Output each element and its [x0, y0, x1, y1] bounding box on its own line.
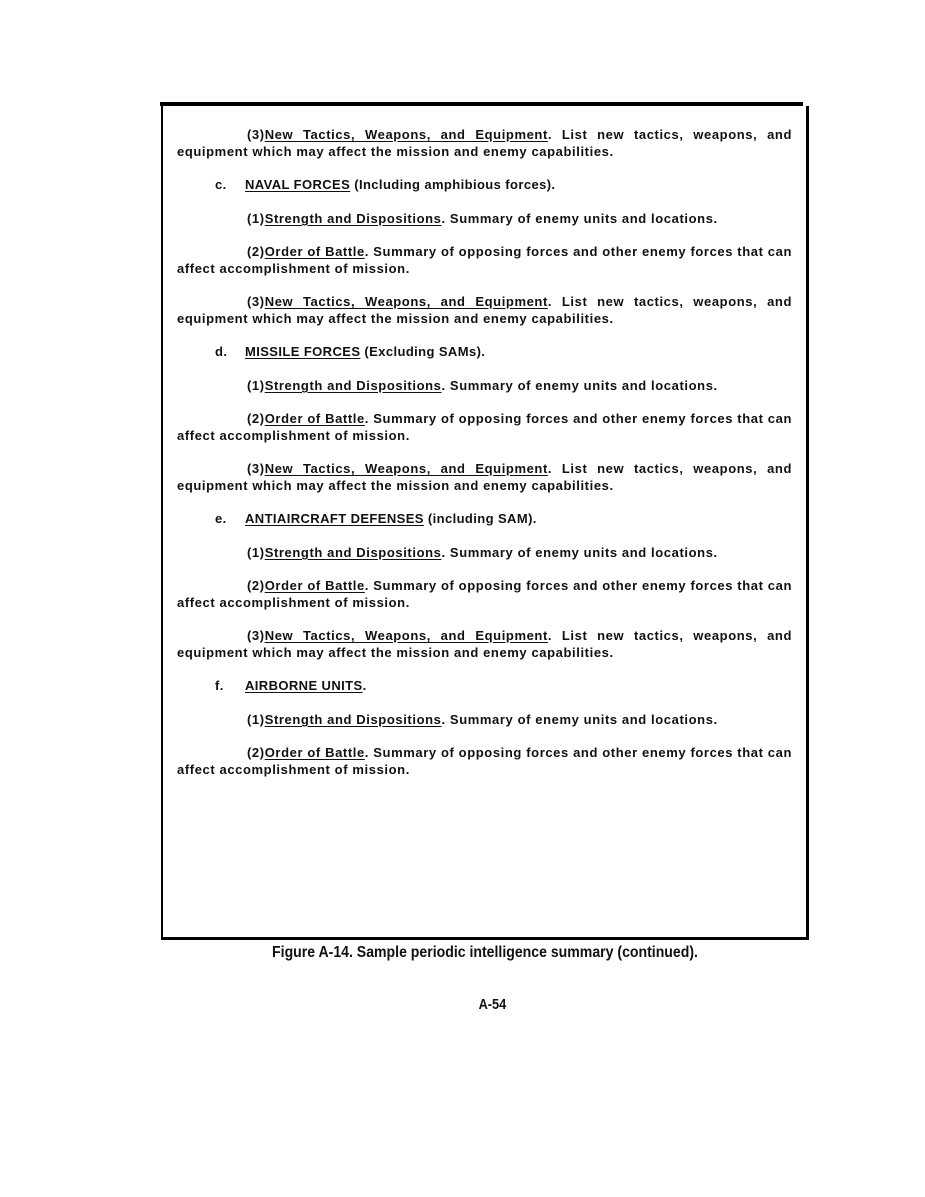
subparagraph	[177, 460, 792, 494]
subparagraph	[177, 377, 792, 394]
subparagraph-text: . Summary of opposing forces and other enemy forces that can affect accomplishment of mission.	[177, 244, 792, 276]
figure-caption: Figure A-14. Sample periodic intelligence summary (continued).	[272, 944, 698, 961]
subparagraph	[177, 577, 792, 611]
subparagraph-title: Order of Battle	[264, 411, 365, 426]
subparagraph-text: . Summary of enemy units and locations.	[441, 545, 718, 560]
section-note: (including SAM).	[423, 511, 537, 526]
subparagraph-text: . Summary of enemy units and locations.	[441, 211, 718, 226]
subparagraph	[177, 210, 792, 227]
subparagraph-text: . List new tactics, weapons, and equipment which may affect the mission and enemy capabilities.	[177, 628, 792, 660]
subparagraph-number: (1)	[247, 712, 265, 727]
subparagraph	[177, 544, 792, 561]
subparagraph-title: Order of Battle	[264, 745, 365, 760]
subparagraph-number: (3)	[247, 127, 265, 142]
subparagraph-title: New Tactics, Weapons, and Equipment	[264, 127, 548, 142]
subparagraph-title: Strength and Dispositions	[264, 211, 442, 226]
subparagraph-number: (1)	[247, 545, 265, 560]
subparagraph-number: (2)	[247, 745, 265, 760]
summary-content	[177, 126, 792, 794]
subparagraph-text: . Summary of opposing forces and other enemy forces that can affect accomplishment of mission.	[177, 745, 792, 777]
section-heading	[177, 343, 792, 360]
subparagraph-number: (3)	[247, 461, 265, 476]
section-letter: c.	[215, 177, 227, 192]
section-title: NAVAL FORCES	[245, 177, 351, 192]
subparagraph-number: (3)	[247, 294, 265, 309]
subparagraph	[177, 744, 792, 778]
subparagraph-number: (3)	[247, 628, 265, 643]
subparagraph-text: . List new tactics, weapons, and equipment which may affect the mission and enemy capabilities.	[177, 294, 792, 326]
subparagraph	[177, 243, 792, 277]
subparagraph-number: (2)	[247, 578, 265, 593]
section-note: (Including amphibious forces).	[350, 177, 556, 192]
subparagraph-text: . Summary of opposing forces and other enemy forces that can affect accomplishment of mission.	[177, 411, 792, 443]
section-letter: f.	[215, 678, 224, 693]
subparagraph	[177, 711, 792, 728]
section-note: .	[362, 678, 367, 693]
subparagraph-title: Order of Battle	[264, 578, 365, 593]
subparagraph-title: New Tactics, Weapons, and Equipment	[264, 628, 548, 643]
section-letter: e.	[215, 511, 227, 526]
subparagraph	[177, 293, 792, 327]
summary-frame	[161, 106, 809, 940]
subparagraph-title: Order of Battle	[264, 244, 365, 259]
subparagraph-title: New Tactics, Weapons, and Equipment	[264, 461, 548, 476]
section-letter: d.	[215, 344, 228, 359]
subparagraph-title: New Tactics, Weapons, and Equipment	[264, 294, 548, 309]
subparagraph-number: (1)	[247, 211, 265, 226]
subparagraph	[177, 627, 792, 661]
section-title: ANTIAIRCRAFT DEFENSES	[245, 511, 424, 526]
section-note: (Excluding SAMs).	[360, 344, 486, 359]
subparagraph-title: Strength and Dispositions	[264, 712, 442, 727]
subparagraph-number: (2)	[247, 411, 265, 426]
subparagraph-number: (1)	[247, 378, 265, 393]
subparagraph-text: . Summary of enemy units and locations.	[441, 712, 718, 727]
section-heading	[177, 677, 792, 694]
section-heading	[177, 176, 792, 193]
subparagraph-title: Strength and Dispositions	[264, 545, 442, 560]
page-number: A-54	[478, 996, 507, 1013]
subparagraph	[177, 410, 792, 444]
subparagraph-text: . List new tactics, weapons, and equipment which may affect the mission and enemy capabilities.	[177, 127, 792, 159]
subparagraph-text: . Summary of enemy units and locations.	[441, 378, 718, 393]
section-title: MISSILE FORCES	[245, 344, 361, 359]
subparagraph-text: . List new tactics, weapons, and equipment which may affect the mission and enemy capabilities.	[177, 461, 792, 493]
subparagraph-text: . Summary of opposing forces and other enemy forces that can affect accomplishment of mission.	[177, 578, 792, 610]
subparagraph-title: Strength and Dispositions	[264, 378, 442, 393]
section-heading	[177, 510, 792, 527]
section-title: AIRBORNE UNITS	[245, 678, 363, 693]
subparagraph-number: (2)	[247, 244, 265, 259]
subparagraph	[177, 126, 792, 160]
